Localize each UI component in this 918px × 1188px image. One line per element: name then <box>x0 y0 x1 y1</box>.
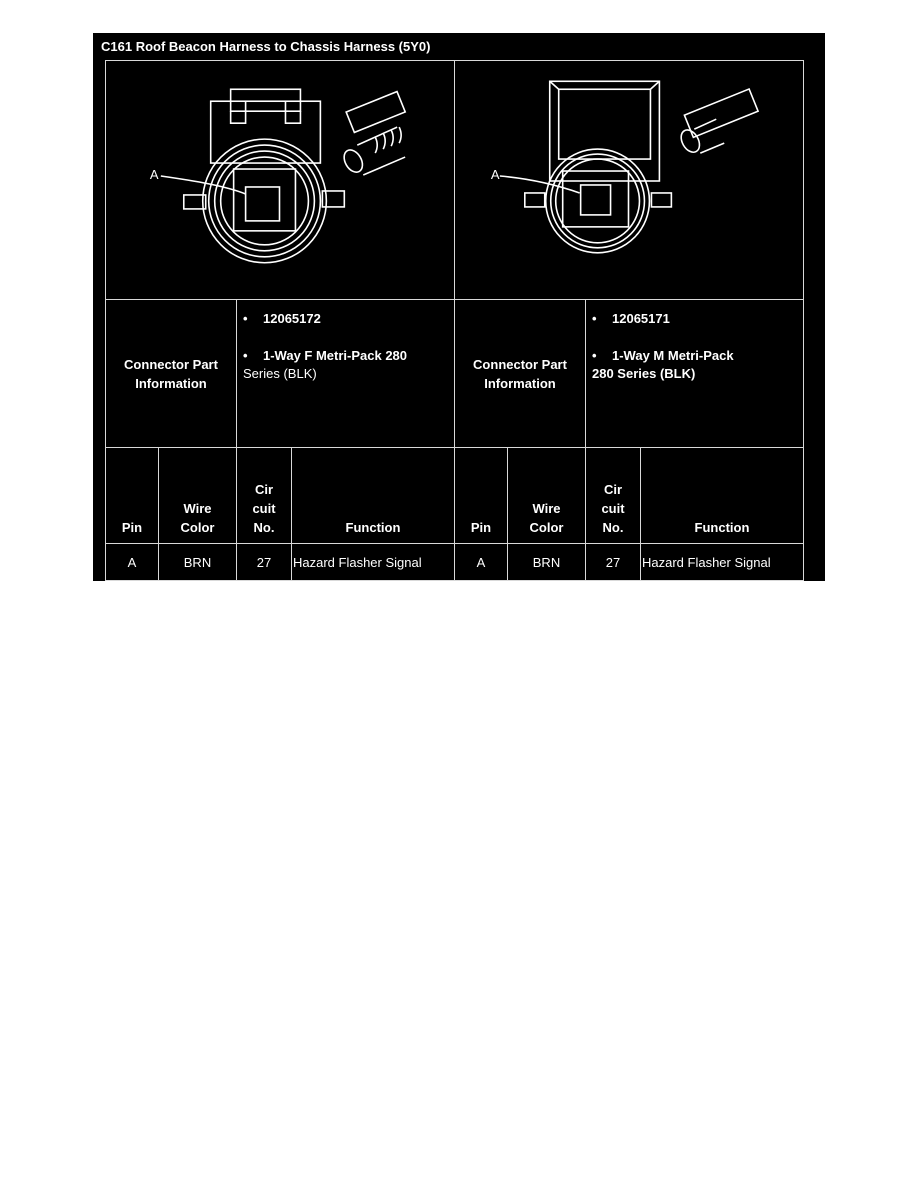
info-label-line2: Information <box>135 375 207 391</box>
bullet: • <box>243 311 248 326</box>
table-row <box>106 544 804 581</box>
sheet-title: C161 Roof Beacon Harness to Chassis Harness (5Y0) <box>101 39 431 54</box>
col-header-pin: Pin <box>106 448 159 544</box>
female-desc-line2: Series (BLK) <box>243 366 317 381</box>
male-connector-info-label <box>455 300 586 448</box>
col-header-function: Function <box>641 448 804 544</box>
col-header-wire-color: Wire Color <box>508 448 586 544</box>
cell-wire-color: BRN <box>508 544 586 581</box>
col-header-circuit: Cir cuit No. <box>237 448 292 544</box>
female-connector-drawing <box>106 61 455 300</box>
male-desc-line1: 1-Way M Metri-Pack <box>612 348 734 363</box>
cell-pin: A <box>455 544 508 581</box>
cell-function: Hazard Flasher Signal <box>641 544 804 581</box>
bullet: • <box>592 348 597 363</box>
info-label-line2: Information <box>484 375 556 391</box>
connector-sheet <box>93 33 825 581</box>
male-connector-part-details <box>586 300 804 448</box>
bullet: • <box>243 348 248 363</box>
bullet: • <box>592 311 597 326</box>
male-part-number: 12065171 <box>612 311 670 326</box>
col-header-pin: Pin <box>455 448 508 544</box>
female-pin-label: A <box>149 167 159 183</box>
info-label-line1: Connector Part <box>473 356 567 372</box>
col-header-wire-color: Wire Color <box>159 448 237 544</box>
col-header-function: Function <box>292 448 455 544</box>
female-part-number: 12065172 <box>263 311 321 326</box>
male-pin-label: A <box>490 167 500 183</box>
female-connector-part-details <box>237 300 455 448</box>
cell-wire-color: BRN <box>159 544 237 581</box>
female-connector-icon <box>106 61 454 299</box>
male-desc-line2: 280 Series (BLK) <box>592 366 696 381</box>
female-desc-line1: 1-Way F Metri-Pack 280 <box>263 348 408 363</box>
male-connector-icon <box>455 61 803 299</box>
cell-function: Hazard Flasher Signal <box>292 544 455 581</box>
male-connector-drawing <box>455 61 804 300</box>
connector-table <box>105 60 804 581</box>
cell-pin: A <box>106 544 159 581</box>
cell-circuit: 27 <box>237 544 292 581</box>
cell-circuit: 27 <box>586 544 641 581</box>
female-connector-info-label <box>106 300 237 448</box>
col-header-circuit: Cir cuit No. <box>586 448 641 544</box>
info-label-line1: Connector Part <box>124 356 218 372</box>
